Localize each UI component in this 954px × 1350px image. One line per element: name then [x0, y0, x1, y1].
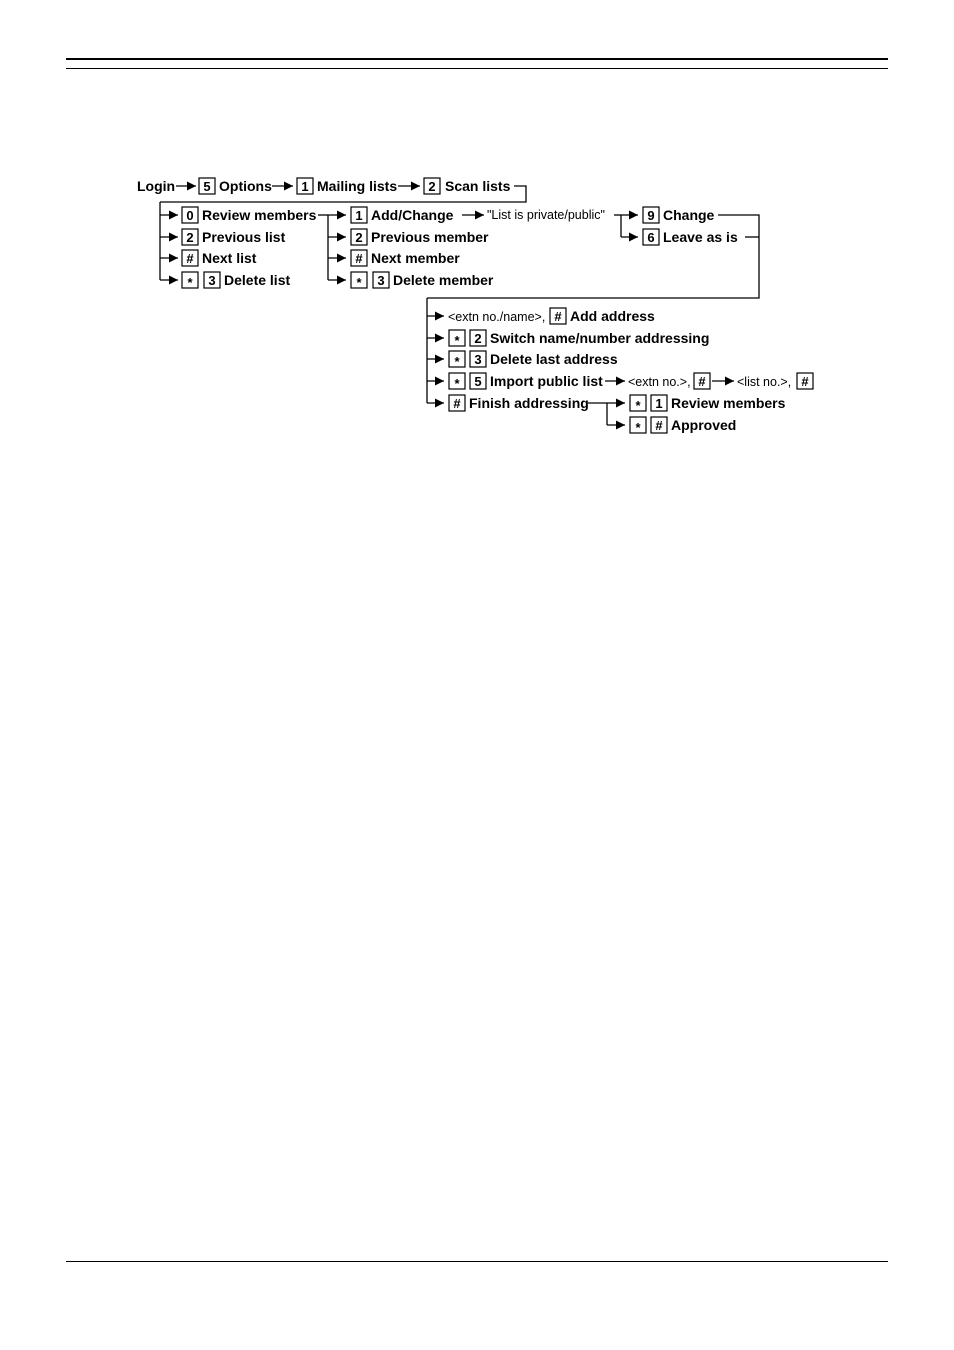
scan-lists-label: Scan lists	[445, 178, 511, 194]
options-label: Options	[219, 178, 272, 194]
finish-review-members-label: Review members	[671, 395, 786, 411]
previous-list-label: Previous list	[202, 229, 286, 245]
mailing-lists-label: Mailing lists	[317, 178, 398, 194]
key-2-symbol: 2	[428, 179, 436, 194]
key-1-symbol: 1	[655, 396, 663, 411]
key-6-symbol: 6	[647, 230, 655, 245]
key-star-symbol: *	[356, 275, 362, 290]
key-9-symbol: 9	[647, 208, 655, 223]
key-1-symbol: 1	[301, 179, 309, 194]
delete-member-label: Delete member	[393, 272, 494, 288]
switch-addressing-label: Switch name/number addressing	[490, 330, 710, 346]
privacy-prompt: "List is private/public"	[487, 208, 605, 222]
key-5-symbol: 5	[474, 374, 482, 389]
key-star-symbol: *	[635, 420, 641, 435]
import-public-list-label: Import public list	[490, 373, 603, 389]
key-star-symbol: *	[454, 333, 460, 348]
previous-member-label: Previous member	[371, 229, 489, 245]
extn-no-input: <extn no.>,	[628, 375, 691, 389]
key-3-symbol: 3	[208, 273, 216, 288]
key-hash-symbol: #	[655, 418, 663, 433]
add-address-label: Add address	[570, 308, 655, 324]
key-3-symbol: 3	[377, 273, 385, 288]
key-1-symbol: 1	[355, 208, 363, 223]
key-hash-symbol: #	[554, 309, 562, 324]
key-star-symbol: *	[454, 376, 460, 391]
finish-addressing-label: Finish addressing	[469, 395, 589, 411]
key-hash-symbol: #	[355, 251, 363, 266]
key-2-symbol: 2	[474, 331, 482, 346]
key-hash-symbol: #	[801, 374, 809, 389]
key-star-symbol: *	[454, 354, 460, 369]
next-member-label: Next member	[371, 250, 460, 266]
key-3-symbol: 3	[474, 352, 482, 367]
extn-name-input: <extn no./name>,	[448, 310, 546, 324]
add-change-label: Add/Change	[371, 207, 454, 223]
key-2-symbol: 2	[355, 230, 363, 245]
delete-last-address-label: Delete last address	[490, 351, 618, 367]
delete-list-label: Delete list	[224, 272, 291, 288]
key-star-symbol: *	[635, 398, 641, 413]
approved-label: Approved	[671, 417, 737, 433]
key-star-symbol: *	[187, 275, 193, 290]
leave-as-is-label: Leave as is	[663, 229, 738, 245]
login-label: Login	[137, 178, 176, 194]
list-no-input: <list no.>,	[737, 375, 792, 389]
change-label: Change	[663, 207, 715, 223]
key-hash-symbol: #	[186, 251, 194, 266]
key-2-symbol: 2	[186, 230, 194, 245]
key-hash-symbol: #	[698, 374, 706, 389]
key-0-symbol: 0	[186, 208, 194, 223]
review-members-label: Review members	[202, 207, 317, 223]
key-hash-symbol: #	[453, 396, 461, 411]
key-5-symbol: 5	[203, 179, 211, 194]
next-list-label: Next list	[202, 250, 257, 266]
